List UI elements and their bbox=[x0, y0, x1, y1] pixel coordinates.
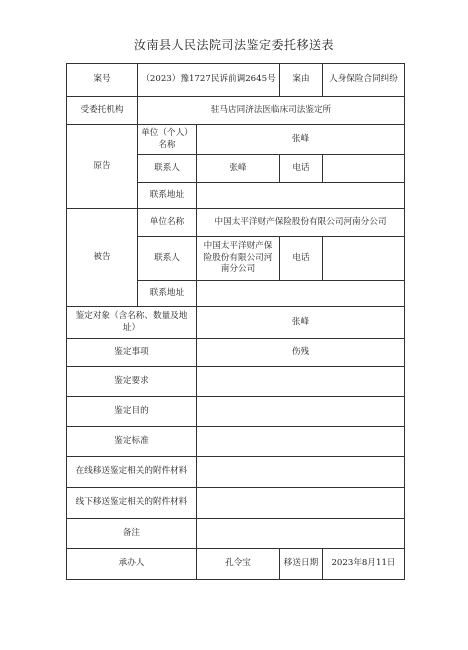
plaintiff-unit-row bbox=[67, 125, 405, 155]
appraisal-requirements-label: 鉴定要求 bbox=[67, 367, 197, 397]
handler-label: 承办人 bbox=[67, 549, 197, 580]
appraisal-object-label: 鉴定对象（含名称、数量及地址） bbox=[67, 307, 197, 339]
appraisal-items-label: 鉴定事项 bbox=[67, 339, 197, 367]
case-cause-label: 案由 bbox=[280, 64, 323, 97]
appraisal-object-row bbox=[67, 307, 405, 339]
online-attachments-label: 在线移送鉴定相关的附件材料 bbox=[67, 457, 197, 488]
appraisal-purpose-label: 鉴定目的 bbox=[67, 397, 197, 427]
offline-attachments-row bbox=[67, 488, 405, 519]
entrusted-institution-value: 驻马店同济法医临床司法鉴定所 bbox=[138, 97, 405, 125]
plaintiff-address-value bbox=[197, 183, 405, 209]
defendant-contact-value: 中国太平洋财产保险股份有限公司河南分公司 bbox=[197, 237, 280, 281]
document-title: 汝南县人民法院司法鉴定委托移送表 bbox=[133, 38, 334, 52]
appraisal-requirements-row bbox=[67, 367, 405, 397]
remarks-value bbox=[197, 519, 405, 549]
defendant-unit-value: 中国太平洋财产保险股份有限公司河南分公司 bbox=[197, 209, 405, 237]
defendant-phone-value bbox=[323, 237, 405, 281]
appraisal-object-value: 张峰 bbox=[197, 307, 405, 339]
entrusted-institution-label: 受委托机构 bbox=[67, 97, 138, 125]
case-number-value: （2023）豫1727民诉前调2645号 bbox=[138, 64, 280, 97]
defendant-address-value bbox=[197, 281, 405, 307]
appraisal-standard-row bbox=[67, 427, 405, 457]
appraisal-purpose-row bbox=[67, 397, 405, 427]
defendant-phone-label: 电话 bbox=[280, 237, 323, 281]
transfer-date-value: 2023年8月11日 bbox=[323, 549, 405, 580]
defendant-contact-label: 联系人 bbox=[138, 237, 197, 281]
online-attachments-value bbox=[197, 457, 405, 488]
remarks-row bbox=[67, 519, 405, 549]
appraisal-standard-label: 鉴定标准 bbox=[67, 427, 197, 457]
offline-attachments-value bbox=[197, 488, 405, 519]
defendant-unit-row bbox=[67, 209, 405, 237]
handler-row bbox=[67, 549, 405, 580]
entrusted-institution-row bbox=[67, 97, 405, 125]
transfer-date-label: 移送日期 bbox=[280, 549, 323, 580]
offline-attachments-label: 线下移送鉴定相关的附件材料 bbox=[67, 488, 197, 519]
appraisal-requirements-value bbox=[197, 367, 405, 397]
appraisal-standard-value bbox=[197, 427, 405, 457]
defendant-label: 被告 bbox=[67, 209, 138, 307]
plaintiff-label: 原告 bbox=[67, 125, 138, 209]
case-row bbox=[67, 64, 405, 97]
plaintiff-phone-label: 电话 bbox=[280, 155, 323, 183]
plaintiff-unit-label: 单位（个人）名称 bbox=[138, 125, 197, 155]
plaintiff-contact-label: 联系人 bbox=[138, 155, 197, 183]
case-cause-value: 人身保险合同纠纷 bbox=[323, 64, 405, 97]
appraisal-items-row bbox=[67, 339, 405, 367]
case-number-label: 案号 bbox=[67, 64, 138, 97]
remarks-label: 备注 bbox=[67, 519, 197, 549]
entrustment-form-table bbox=[66, 63, 405, 580]
handler-value: 孔令宝 bbox=[197, 549, 280, 580]
plaintiff-unit-value: 张峰 bbox=[197, 125, 405, 155]
online-attachments-row bbox=[67, 457, 405, 488]
appraisal-items-value: 伤残 bbox=[197, 339, 405, 367]
defendant-address-label: 联系地址 bbox=[138, 281, 197, 307]
defendant-unit-label: 单位名称 bbox=[138, 209, 197, 237]
plaintiff-address-label: 联系地址 bbox=[138, 183, 197, 209]
plaintiff-phone-value bbox=[323, 155, 405, 183]
plaintiff-contact-value: 张峰 bbox=[197, 155, 280, 183]
appraisal-purpose-value bbox=[197, 397, 405, 427]
